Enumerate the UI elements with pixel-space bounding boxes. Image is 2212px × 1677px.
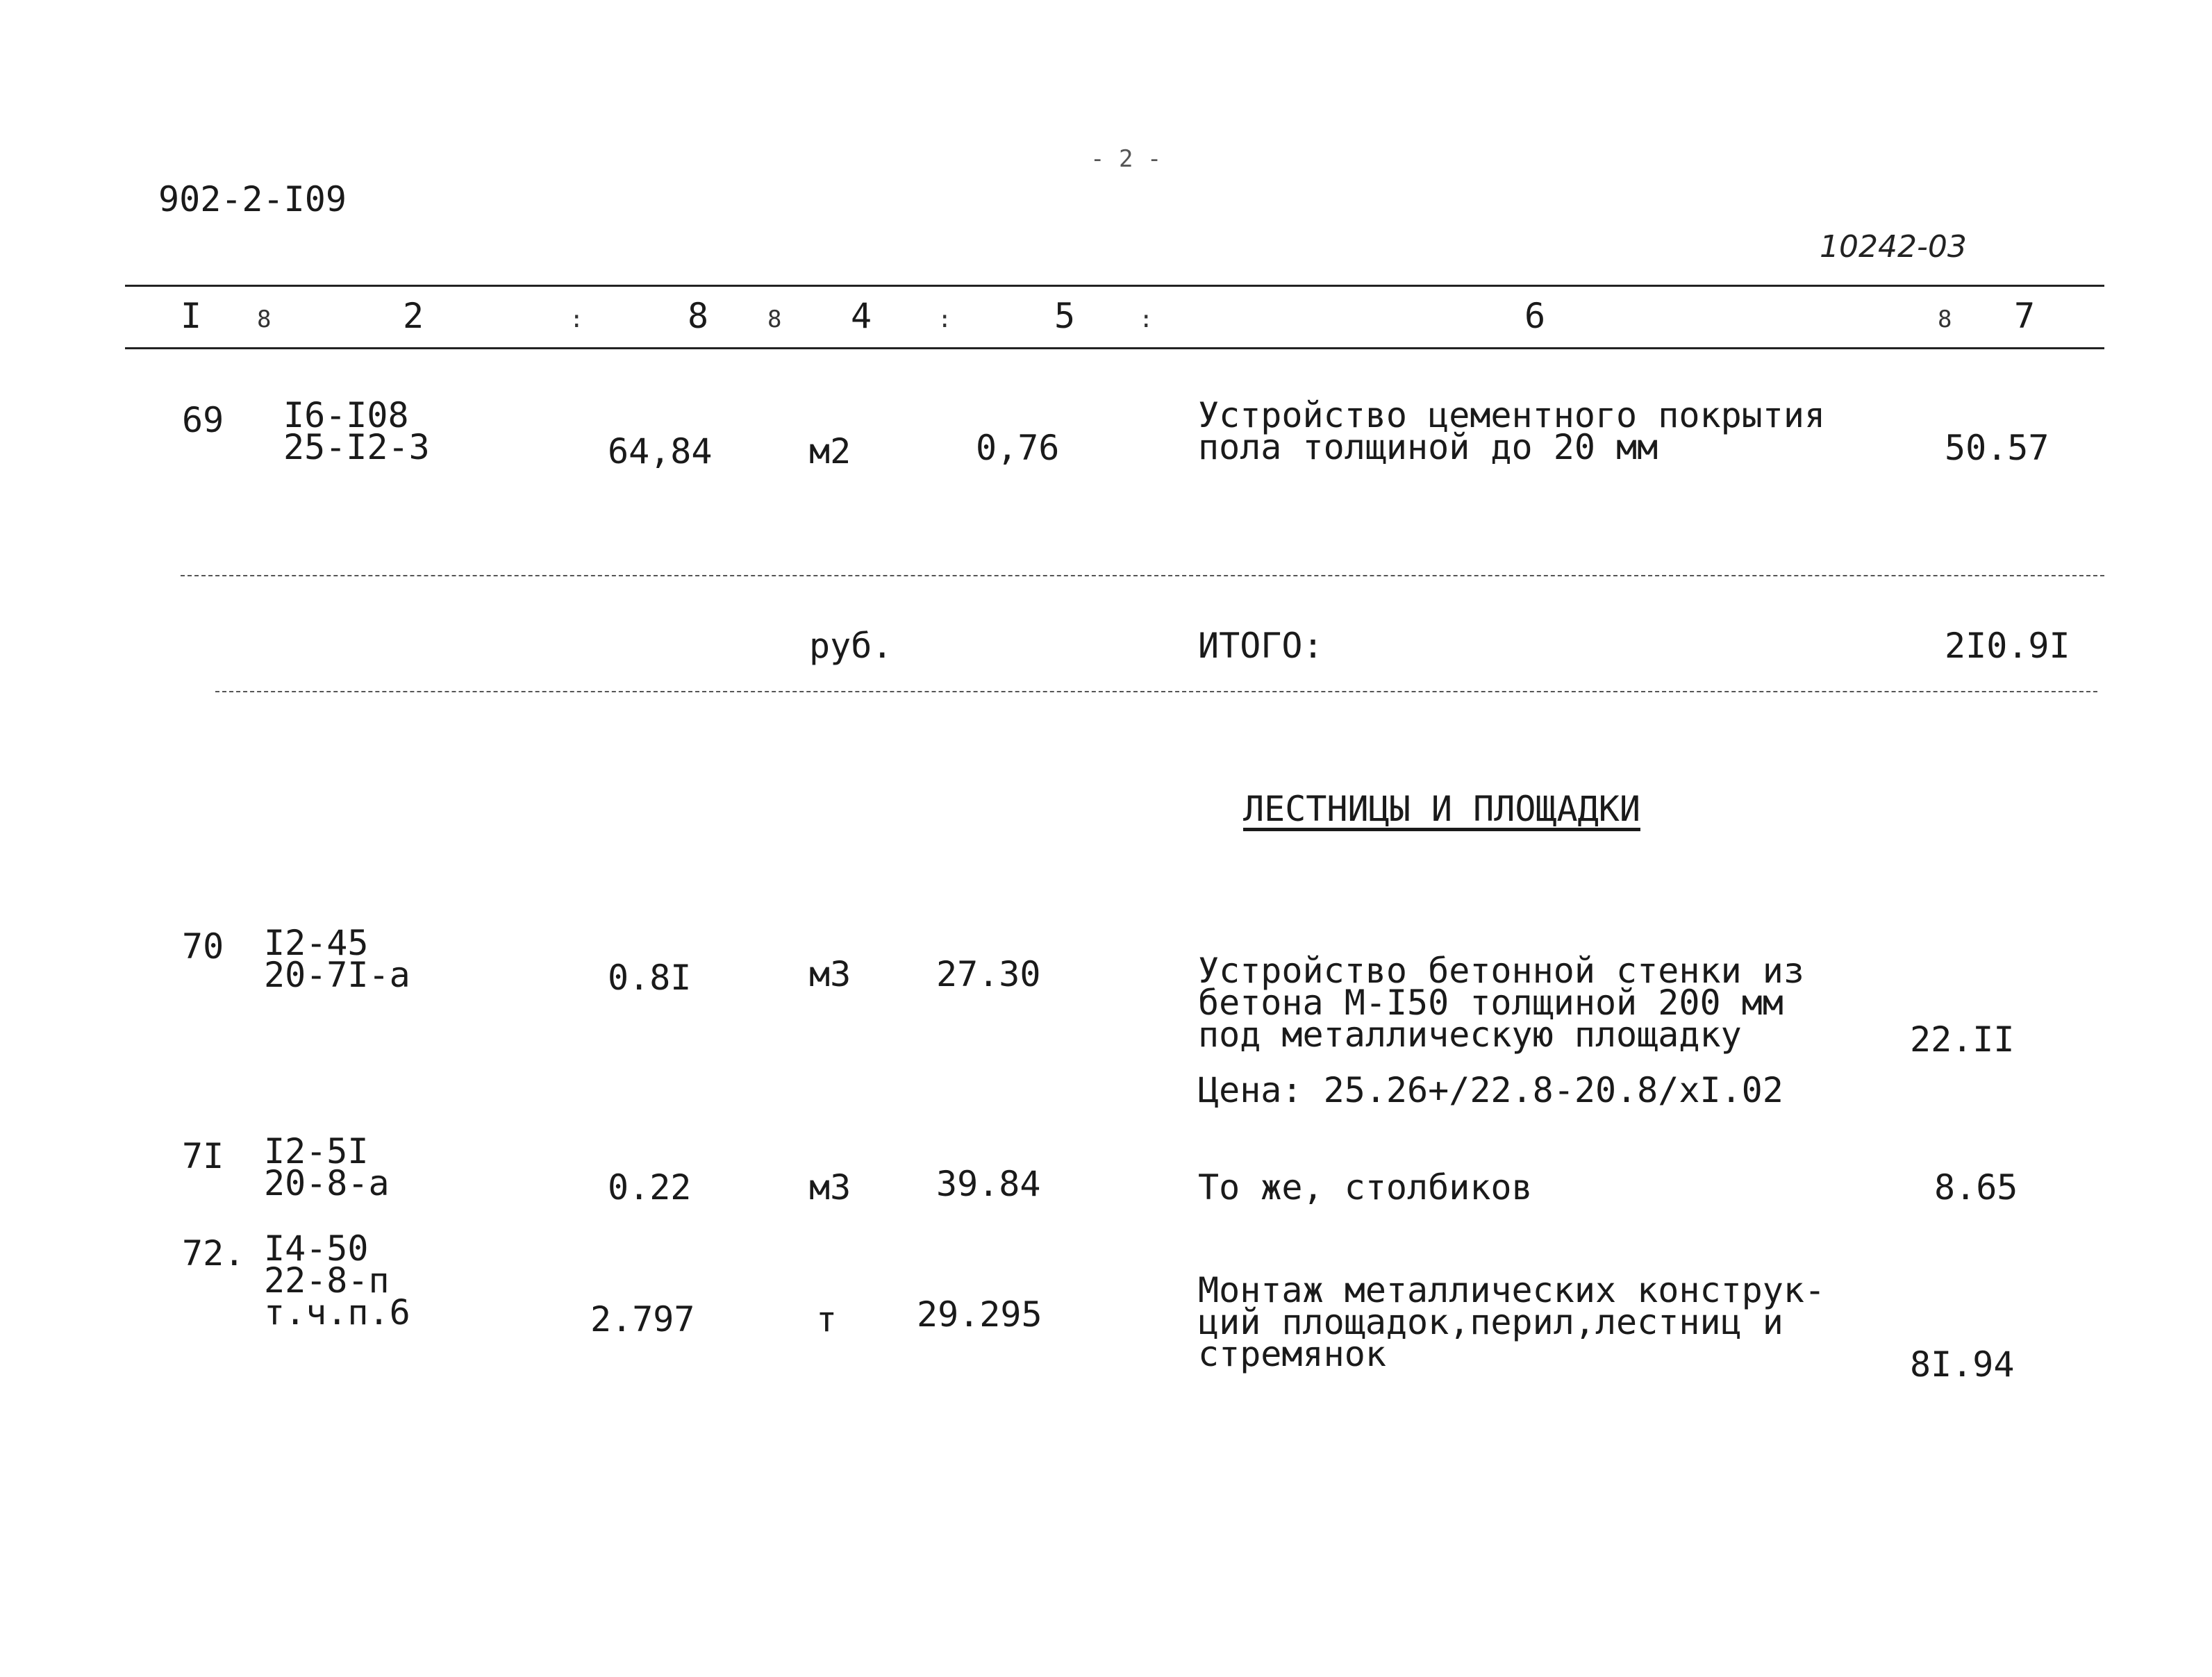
handwritten-stamp: 10242-03 (1820, 229, 1967, 265)
col-header-4: 4 (851, 296, 872, 336)
col-header-1: I (181, 296, 202, 336)
col-separator: 8 (767, 306, 782, 333)
unit: м3 (809, 954, 851, 994)
unit: м3 (809, 1167, 851, 1208)
col-separator: 8 (257, 306, 272, 333)
subtotal-value: 2I0.9I (1945, 626, 2070, 666)
subtotal-unit: руб. (809, 626, 893, 666)
rate-code: I6-I08 25-I2-3 (283, 395, 430, 467)
row-number: 70 (182, 926, 224, 967)
col-separator: : (569, 306, 584, 333)
row-total: 8.65 (1934, 1167, 2018, 1208)
quantity: 2.797 (590, 1299, 695, 1340)
document-code: 902-2-I09 (158, 179, 347, 219)
unit-price: 0,76 (976, 428, 1060, 468)
work-description: Монтаж металлических конструк- ций площадок,перил,лестниц и стремянок (1198, 1270, 1826, 1374)
quantity: 0.8I (608, 958, 692, 998)
col-separator: 8 (1938, 306, 1952, 333)
subtotal-bottom-rule (215, 691, 2097, 692)
col-separator: : (938, 306, 952, 333)
header-top-rule (125, 285, 2104, 287)
col-header-2: 2 (403, 296, 424, 336)
unit-price: 39.84 (936, 1164, 1041, 1204)
price-formula: Цена: 25.26+/22.8-20.8/хI.02 (1198, 1070, 1783, 1110)
work-description: Устройство цементного покрытия пола толщиной до 20 мм (1198, 395, 1826, 467)
col-header-3: 8 (688, 296, 709, 336)
page-number: - 2 - (1090, 145, 1162, 173)
unit-price: 29.295 (917, 1294, 1042, 1335)
unit: м2 (809, 431, 851, 472)
quantity: 0.22 (608, 1167, 692, 1208)
rate-code: I2-5I 20-8-а (264, 1131, 390, 1203)
rate-code: I2-45 20-7I-а (264, 923, 410, 995)
unit-price: 27.30 (936, 954, 1041, 994)
row-number: 69 (182, 400, 224, 440)
col-header-7: 7 (2014, 296, 2036, 336)
work-description: Устройство бетонной стенки из бетона М-I50 толщиной 200 мм под металлическую площадку (1198, 951, 1804, 1055)
col-header-6: 6 (1524, 296, 1546, 336)
col-header-5: 5 (1054, 296, 1076, 336)
subtotal-top-rule (181, 575, 2104, 576)
row-total: 50.57 (1945, 428, 2049, 468)
subtotal-label: ИТОГО: (1198, 626, 1324, 666)
row-total: 8I.94 (1910, 1344, 2015, 1385)
row-number: 72. (182, 1233, 245, 1274)
col-separator: : (1139, 306, 1154, 333)
header-bottom-rule (125, 347, 2104, 349)
work-description: То же, столбиков (1198, 1167, 1533, 1208)
unit: т (816, 1299, 838, 1340)
section-title: ЛЕСТНИЦЫ И ПЛОЩАДКИ (1243, 789, 1640, 829)
rate-code: I4-50 22-8-п т.ч.п.6 (264, 1228, 410, 1333)
row-number: 7I (182, 1136, 224, 1176)
row-total: 22.II (1910, 1019, 2015, 1060)
quantity: 64,84 (608, 431, 713, 472)
